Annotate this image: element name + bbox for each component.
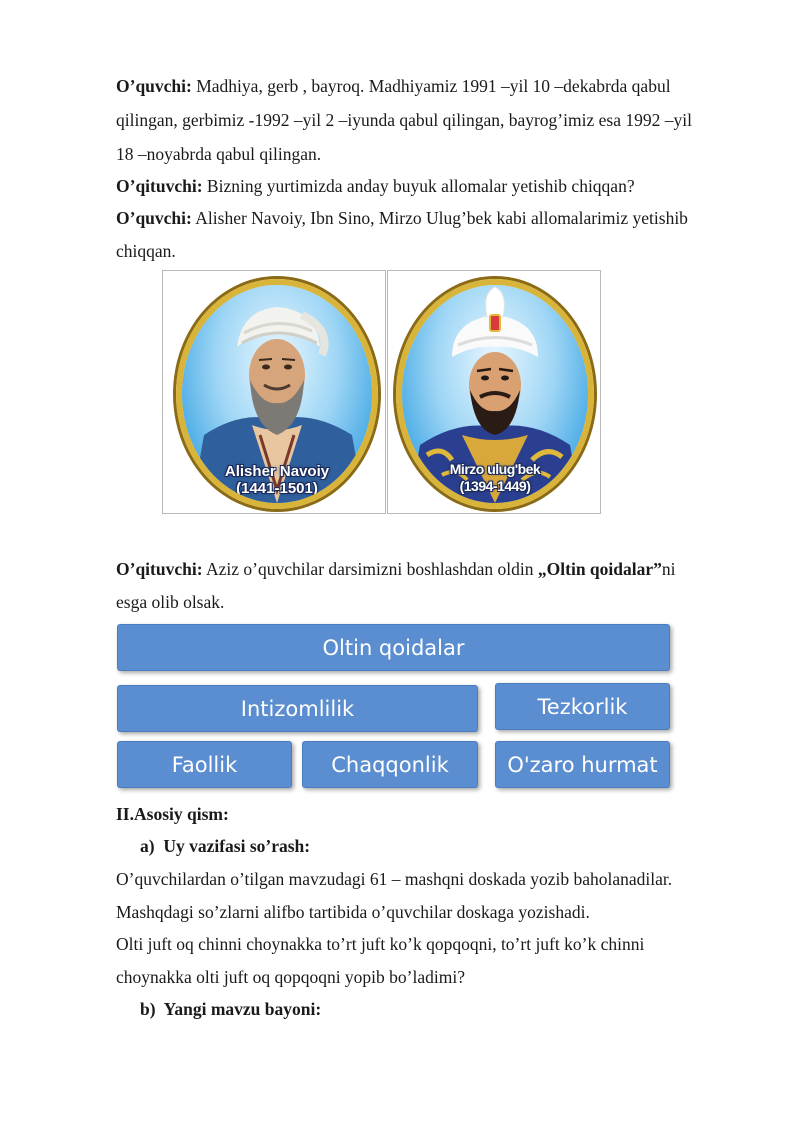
- portrait-frame: [176, 279, 378, 509]
- speaker-label: O’qituvchi:: [116, 176, 203, 196]
- portrait-alisher-navoiy: [162, 270, 386, 514]
- rule-box-faollik: Faollik: [117, 741, 292, 788]
- speaker-label: O’quvchi:: [116, 76, 192, 96]
- portrait-years: (1441-1501): [236, 480, 318, 497]
- paragraph: O’quvchilardan o’tilgan mavzudagi 61 – mashqni doskada yozib baholanadilar.: [116, 869, 673, 889]
- speaker-label: O’qituvchi:: [116, 559, 203, 579]
- dialog-text: Bizning yurtimizda anday buyuk allomalar yetishib chiqqan?: [202, 176, 635, 196]
- dialog-line-1: [116, 76, 671, 96]
- portrait-name: Mirzo ulug'bek: [449, 461, 541, 477]
- portrait-name: Alisher Navoiy: [224, 463, 330, 480]
- section-heading: II.Asosiy qism:: [116, 804, 229, 824]
- rules-title-box: Oltin qoidalar: [117, 624, 670, 671]
- teacher-text-after: ni: [661, 559, 676, 579]
- portrait-frame: [396, 279, 594, 509]
- dialog-text: Madhiya, gerb , bayroq. Madhiyamiz 1991 –yil 10 –dekabrda qabul: [191, 76, 671, 96]
- rule-box-intizomlilik: Intizomlilik: [117, 685, 478, 732]
- dialog-line-4: [116, 176, 635, 196]
- dialog-text: Alisher Navoiy, Ibn Sino, Mirzo Ulug’bek kabi allomalarimiz yetishib: [191, 208, 688, 228]
- subsection-title: Uy vazifasi so’rash:: [163, 836, 311, 856]
- rule-box-chaqqonlik: Chaqqonlik: [302, 741, 478, 788]
- subsection-label: a): [140, 836, 155, 856]
- dialog-line-5: [116, 208, 688, 228]
- paragraph: choynakka olti juft oq qopqoqni yopib bo’ladimi?: [116, 967, 465, 987]
- rule-box-tezkorlik: Tezkorlik: [495, 683, 670, 730]
- portrait-years: (1394-1449): [459, 478, 531, 494]
- subsection-b: [140, 999, 321, 1019]
- dialog-line-2: qilingan, gerbimiz -1992 –yil 2 –iyunda qabul qilingan, bayrog’imiz esa 1992 –yil: [116, 110, 692, 130]
- subsection-title: Yangi mavzu bayoni:: [163, 999, 322, 1019]
- subsection-a: [140, 836, 310, 856]
- paragraph: Mashqdagi so’zlarni alifbo tartibida o’quvchilar doskaga yozishadi.: [116, 902, 590, 922]
- speaker-label: O’quvchi:: [116, 208, 192, 228]
- portrait-mirzo-ulugbek: [387, 270, 601, 514]
- dialog-line-3: 18 –noyabrda qabul qilingan.: [116, 144, 322, 164]
- rule-box-ozaro-hurmat: O'zaro hurmat: [495, 741, 670, 788]
- teacher-line-1: [116, 559, 676, 579]
- teacher-text: Aziz o’quvchilar darsimizni boshlashdan oldin: [202, 559, 538, 579]
- dialog-line-6: chiqqan.: [116, 241, 176, 261]
- golden-rules-mention: „Oltin qoidalar”: [537, 559, 662, 579]
- teacher-line-2: esga olib olsak.: [116, 592, 225, 612]
- subsection-label: b): [140, 999, 156, 1019]
- paragraph: Olti juft oq chinni choynakka to’rt juft ko’k qopqoqni, to’rt juft ko’k chinni: [116, 934, 645, 954]
